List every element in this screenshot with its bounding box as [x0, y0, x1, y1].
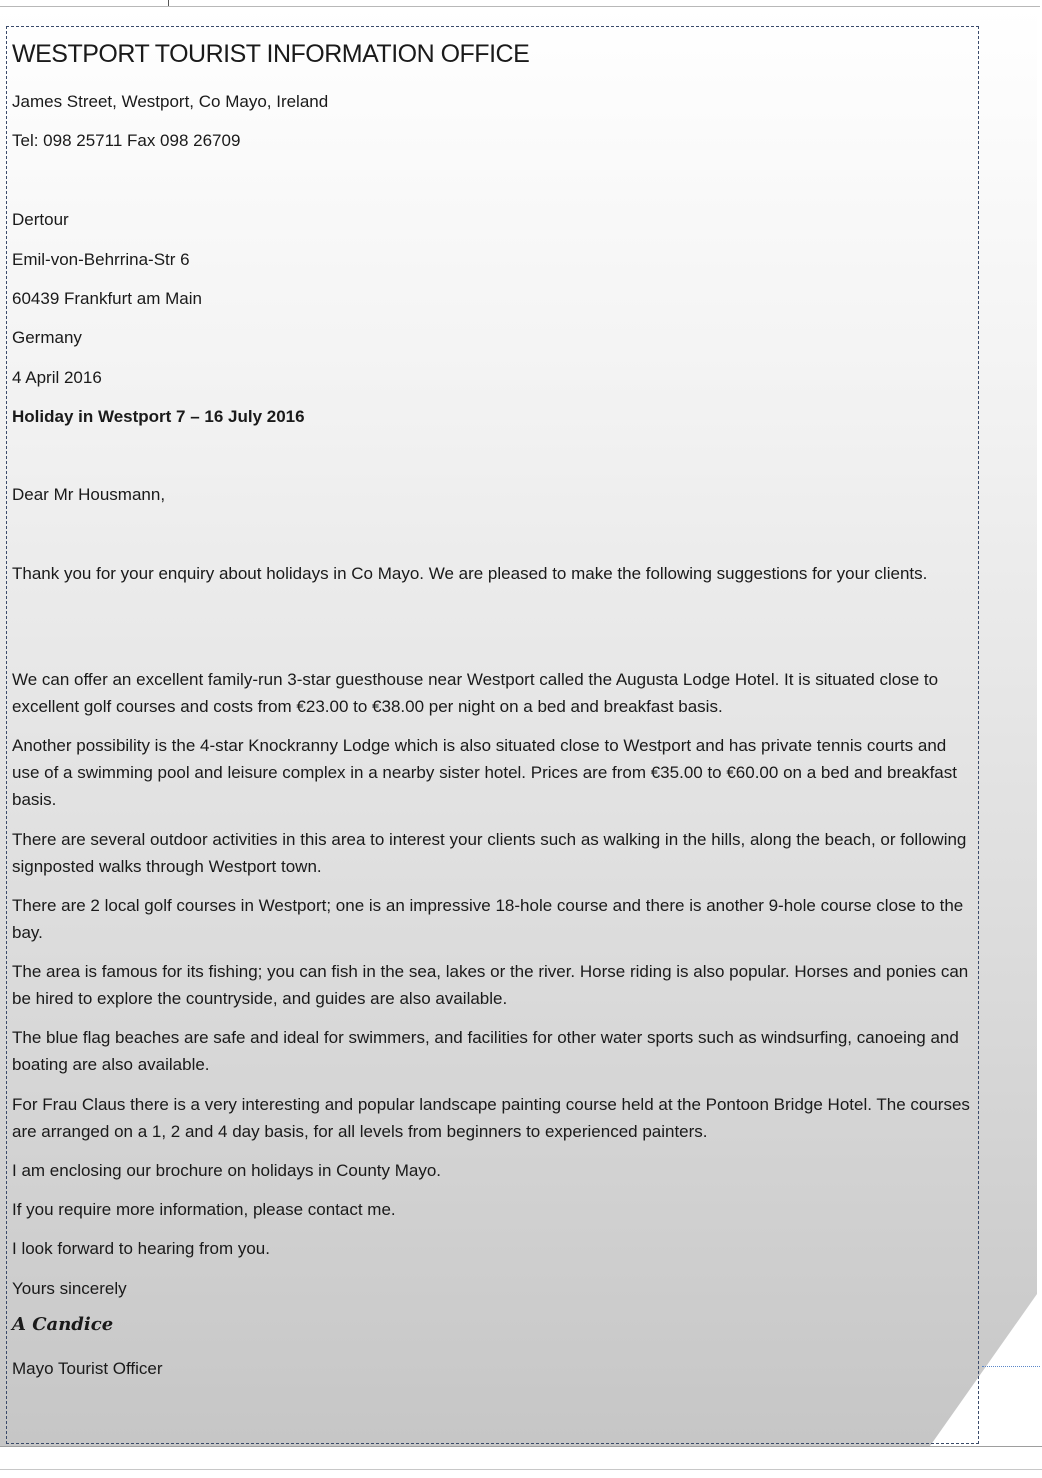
letter-date: 4 April 2016: [12, 368, 102, 387]
closing: Yours sincerely: [12, 1279, 127, 1298]
recipient-company: Dertour: [12, 210, 69, 229]
body-paragraph: We can offer an excellent family-run 3-star guesthouse near Westport called the Augusta Lodge Hotel. It is situated close to excellent golf courses and costs from €23.00 to €38.00 per night on a bed and breakfast basis.: [12, 670, 939, 716]
letterhead-contact: Tel: 098 25711 Fax 098 26709: [12, 131, 241, 150]
body-paragraph: If you require more information, please contact me.: [12, 1200, 396, 1219]
page-edge: [0, 1469, 1042, 1470]
letterhead-title: WESTPORT TOURIST INFORMATION OFFICE: [12, 40, 530, 68]
body-paragraph: I look forward to hearing from you.: [12, 1239, 270, 1258]
recipient-country: Germany: [12, 328, 82, 347]
body-paragraph: Another possibility is the 4-star Knockranny Lodge which is also situated close to Westport and has private tennis courts and use of a swimming pool and leisure complex in a nearby sister hotel. Prices are from €35.00 to €60.00 on a bed and breakfast basis.: [12, 736, 957, 809]
recipient-city: 60439 Frankfurt am Main: [12, 289, 202, 308]
body-paragraph: I am enclosing our brochure on holidays in County Mayo.: [12, 1161, 442, 1180]
letter-subject: Holiday in Westport 7 – 16 July 2016: [12, 407, 305, 426]
letterhead-address: James Street, Westport, Co Mayo, Ireland: [12, 92, 329, 111]
page-edge: [0, 6, 1040, 7]
sender-title: Mayo Tourist Officer: [12, 1359, 163, 1378]
recipient-street: Emil-von-Behrrina-Str 6: [12, 250, 190, 269]
margin-guide: [982, 1366, 1040, 1367]
body-paragraph: There are 2 local golf courses in Westport; one is an impressive 18-hole course and there is another 9-hole course close to the bay.: [12, 896, 964, 942]
signature: A Candice: [12, 1314, 114, 1335]
body-paragraph: For Frau Claus there is a very interesting and popular landscape painting course held at the Pontoon Bridge Hotel. The courses are arranged on a 1, 2 and 4 day basis, for all levels from beginners to experienced painters.: [12, 1095, 970, 1141]
body-paragraph: Thank you for your enquiry about holidays in Co Mayo. We are pleased to make the following suggestions for your clients.: [12, 564, 928, 583]
body-paragraph: The blue flag beaches are safe and ideal for swimmers, and facilities for other water sports such as windsurfing, canoeing and boating are also available.: [12, 1028, 959, 1074]
page-edge: [0, 1446, 1042, 1447]
body-paragraph: There are several outdoor activities in this area to interest your clients such as walking in the hills, along the beach, or following signposted walks through Westport town.: [12, 830, 967, 876]
body-paragraph: The area is famous for its fishing; you can fish in the sea, lakes or the river. Horse riding is also popular. Horses and ponies can be hired to explore the countryside, and guides are also available.: [12, 962, 969, 1008]
salutation: Dear Mr Housmann,: [12, 485, 166, 504]
